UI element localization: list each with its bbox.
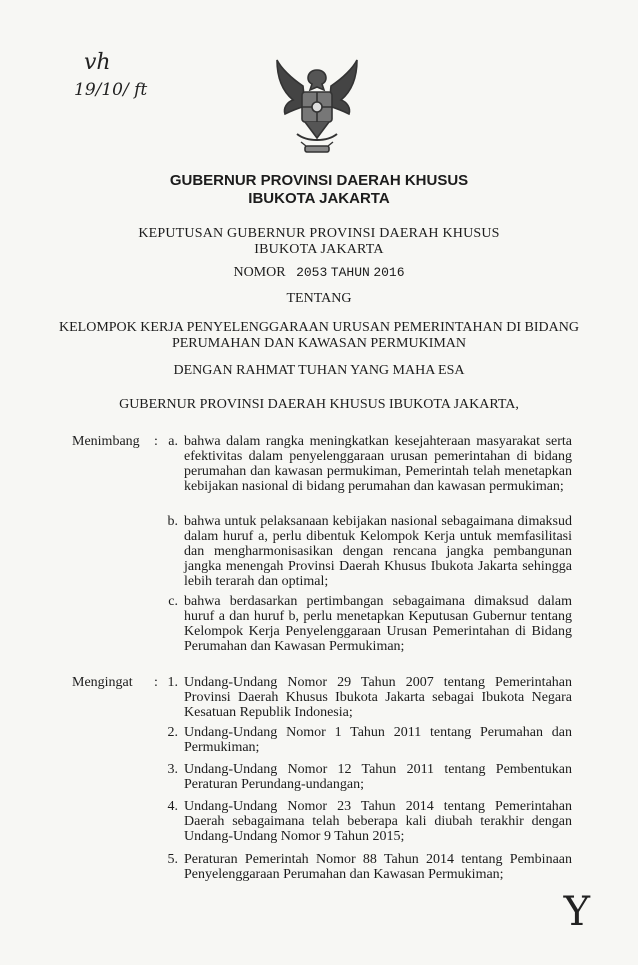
mengingat-item-1: Undang-Undang Nomor 29 Tahun 2007 tentang Pemerintahan Provinsi Daerah Khusus Ibukota Jakarta sebagai Ibukota Negara Kesatuan Republik Indonesia; <box>184 675 572 720</box>
menimbang-colon: : <box>154 434 158 449</box>
garuda-emblem-icon <box>267 56 367 160</box>
mengingat-marker-3: 3. <box>167 762 178 777</box>
mengingat-item-4: Undang-Undang Nomor 23 Tahun 2014 tentang Pemerintahan Daerah sebagaimana telah beberapa kali diubah terakhir dengan Undang-Undang Nomor 9 Tahun 2015; <box>184 799 572 844</box>
menimbang-item-c: bahwa berdasarkan pertimbangan sebagaimana dimaksud dalam huruf a dan huruf b, perlu menetapkan Keputusan Gubernur tentang Kelompok Kerja Penyelenggaraan Urusan Pemerintahan di Bidang Perumahan dan Kawasan Permukiman; <box>184 594 572 654</box>
governor-line: GUBERNUR PROVINSI DAERAH KHUSUS IBUKOTA JAKARTA, <box>119 397 519 412</box>
mengingat-marker-1: 1. <box>167 675 178 690</box>
menimbang-item-a: bahwa dalam rangka meningkatkan kesejahteraan masyarakat serta efektivitas dalam penyelenggaraan urusan pemerintahan di bidang perumahan dan kawasan permukiman, Pemerintah telah menetapkan kebijakan nasional di bidang perumahan dan kawasan permukiman; <box>184 434 572 494</box>
mengingat-label: Mengingat <box>72 675 133 690</box>
handwritten-corner-mark: Y <box>563 889 590 935</box>
menimbang-marker-a: a. <box>168 434 178 449</box>
mengingat-marker-5: 5. <box>167 852 178 867</box>
mengingat-colon: : <box>154 675 158 690</box>
handwritten-date: 19/10/ ft <box>74 80 148 100</box>
mengingat-marker-4: 4. <box>167 799 178 814</box>
handwritten-initials: vh <box>84 50 111 75</box>
institution-title: GUBERNUR PROVINSI DAERAH KHUSUS IBUKOTA JAKARTA <box>169 172 469 207</box>
mengingat-item-3: Undang-Undang Nomor 12 Tahun 2011 tentang Pembentukan Peraturan Perundang-undangan; <box>184 762 572 792</box>
mengingat-item-5: Peraturan Pemerintah Nomor 88 Tahun 2014 tentang Pembinaan Penyelenggaraan Perumahan dan Kawasan Permukiman; <box>184 852 572 882</box>
decree-number: NOMOR 2053 TAHUN 2016 <box>233 265 405 280</box>
menimbang-label: Menimbang <box>72 434 140 449</box>
decree-title: KEPUTUSAN GUBERNUR PROVINSI DAERAH KHUSUS IBUKOTA JAKARTA <box>138 226 500 257</box>
invocation-line: DENGAN RAHMAT TUHAN YANG MAHA ESA <box>173 363 465 378</box>
menimbang-marker-c: c. <box>168 594 178 609</box>
mengingat-item-2: Undang-Undang Nomor 1 Tahun 2011 tentang Perumahan dan Permukiman; <box>184 725 572 755</box>
mengingat-marker-2: 2. <box>167 725 178 740</box>
tentang-heading: TENTANG <box>286 291 352 306</box>
menimbang-marker-b: b. <box>167 514 178 529</box>
decree-subject: KELOMPOK KERJA PENYELENGGARAAN URUSAN PEMERINTAHAN DI BIDANG PERUMAHAN DAN KAWASAN PERMUKIMAN <box>59 320 579 351</box>
menimbang-item-b: bahwa untuk pelaksanaan kebijakan nasional sebagaimana dimaksud dalam huruf a, perlu dibentuk Kelompok Kerja untuk memfasilitasi dan mengharmonisasikan dengan rencana jangka pembangunan jangka menengah Provinsi Daerah Khusus Ibukota Jakarta sehingga lebih terarah dan optimal; <box>184 514 572 589</box>
